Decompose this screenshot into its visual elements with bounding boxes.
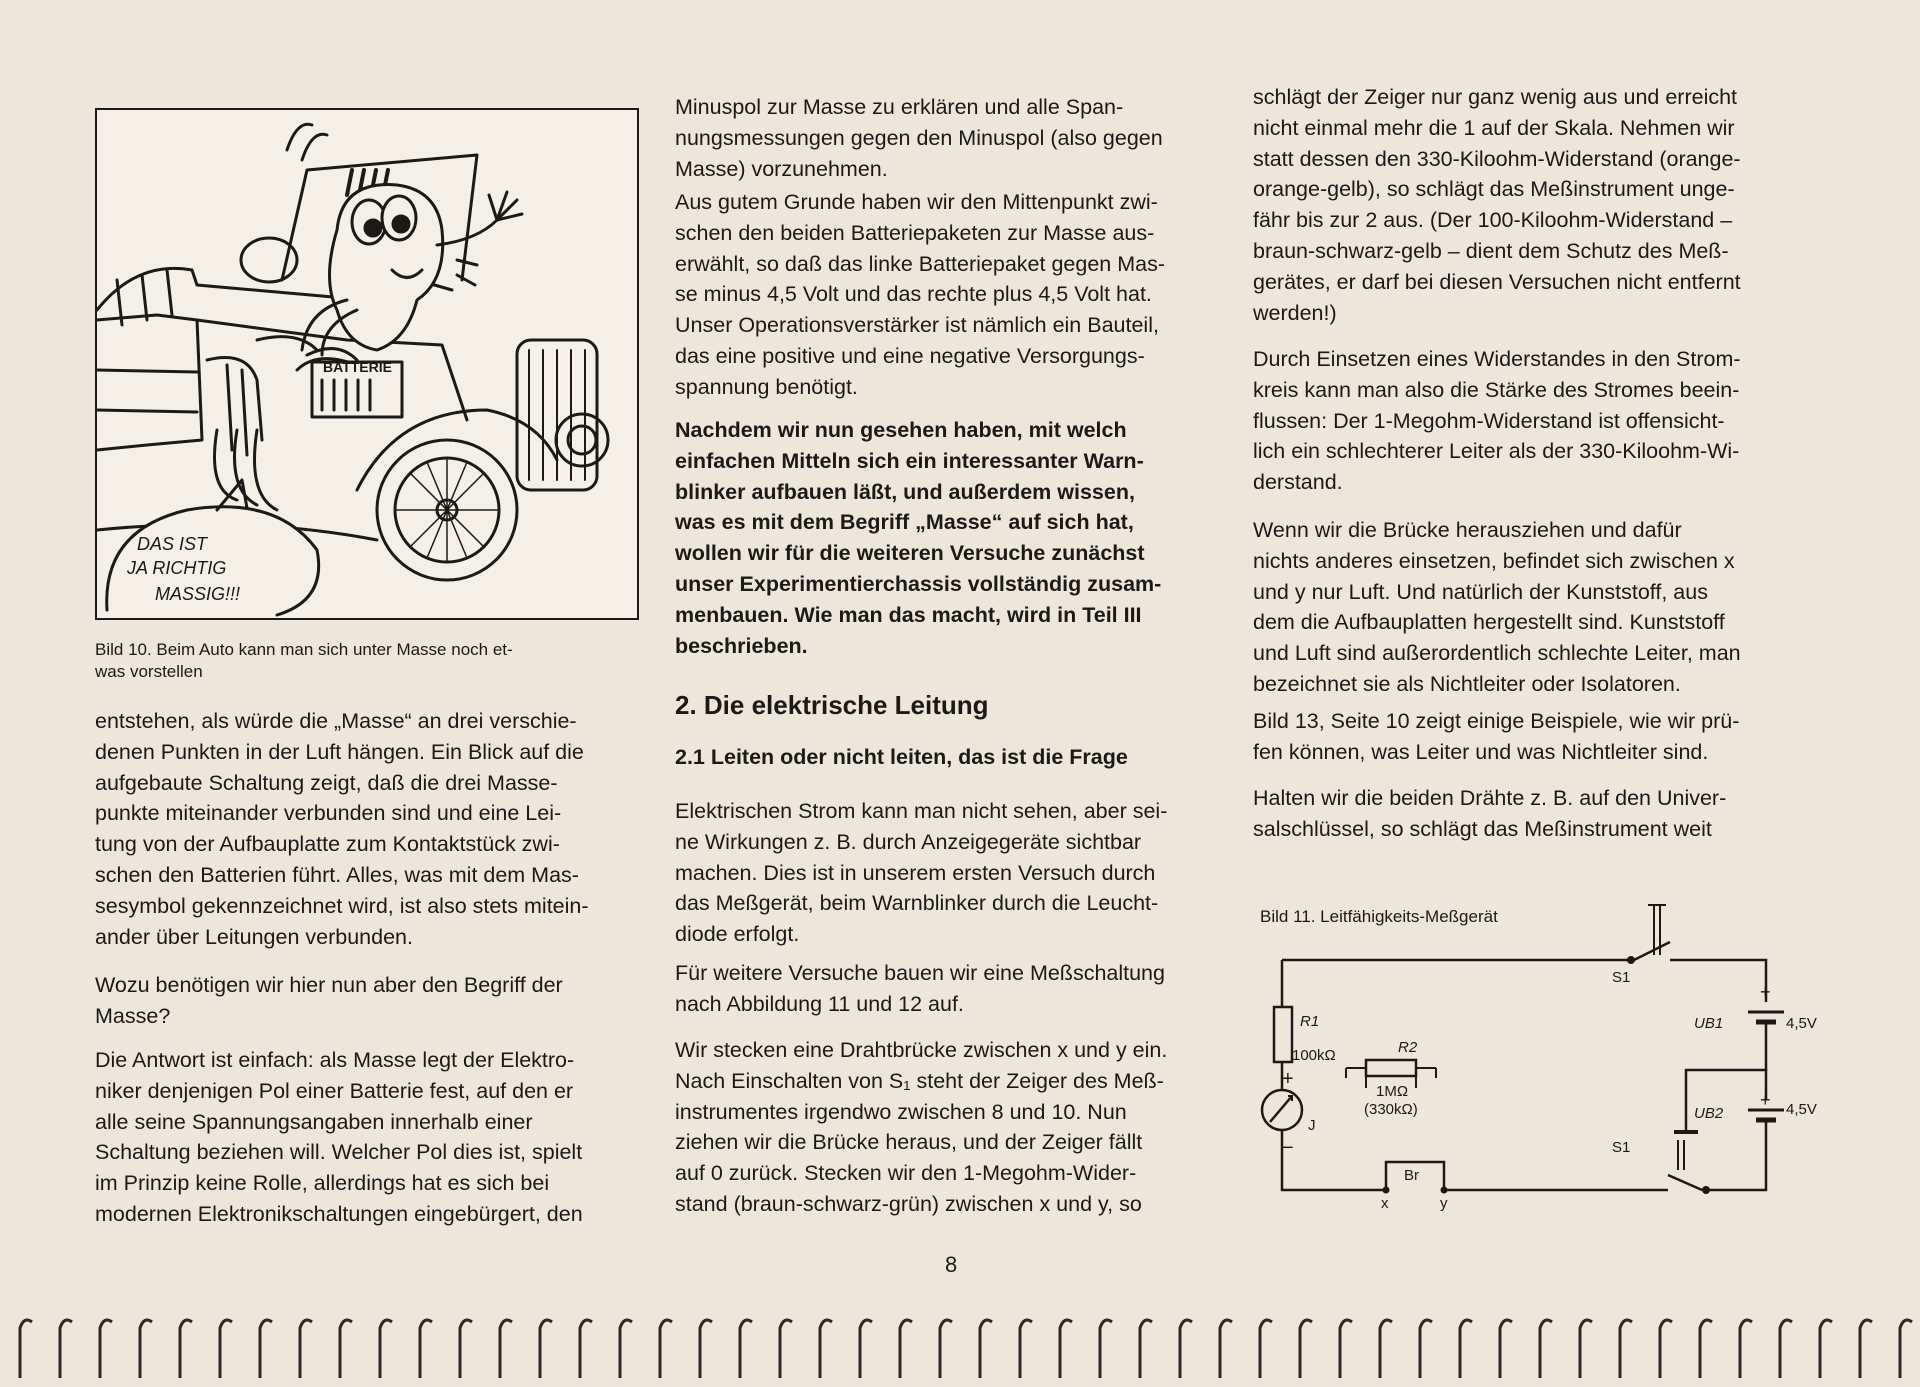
spiral-coil: [540, 1320, 552, 1378]
car-cartoon-illustration: [97, 110, 637, 618]
spiral-coil: [740, 1320, 752, 1378]
page-number: 8: [945, 1252, 958, 1277]
figure-10-caption: [95, 639, 640, 683]
spiral-coil: [220, 1320, 232, 1378]
spiral-coil: [1740, 1320, 1752, 1378]
spiral-coil: [460, 1320, 472, 1378]
r2-value: 1MΩ: [1376, 1083, 1409, 1100]
left-paragraph-3: Die Antwort ist einfach: als Masse legt der Elektro- niker denjenigen Pol einer Batterie fest, auf den er alle seine Spannungsangaben innerhalb einer Schaltung beziehen will. Welcher Pol dies ist, spielt im Prinzip keine Rolle, allerdings hat es sich bei modernen Elektronikschaltungen eingebürgert, den: [95, 1048, 583, 1226]
spiral-coil: [1060, 1320, 1072, 1378]
switch-bottom-label: S1: [1612, 1139, 1631, 1156]
spiral-coil: [820, 1320, 832, 1378]
switch-top-label: S1: [1612, 969, 1631, 986]
spiral-coil: [1780, 1320, 1792, 1378]
spiral-coil: [1660, 1320, 1672, 1378]
right-paragraph-1: schlägt der Zeiger nur ganz wenig aus und erreicht nicht einmal mehr die 1 auf der Skala. Nehmen wir statt dessen den 330-Kiloohm-Widerstand (orange- orange-gelb), so schlägt das Meßinstrument unge- fähr bis zur 2 aus. (Der 100-Kiloohm-Widerstand – braun-schwarz-gelb – dient dem Schutz des Meß- gerätes, er darf bei diesen Versuchen nicht entfernt werden!): [1253, 85, 1741, 325]
spiral-coil: [1180, 1320, 1192, 1378]
spiral-coil: [420, 1320, 432, 1378]
speech-bubble-line-2: JA RICHTIG: [127, 558, 227, 578]
figure-10-cartoon: [95, 108, 639, 620]
spiral-coil: [500, 1320, 512, 1378]
spiral-coil: [1300, 1320, 1312, 1378]
r1-value: 100kΩ: [1292, 1047, 1336, 1064]
caption-line: Bild 10. Beim Auto kann man sich unter Masse noch et-: [95, 640, 513, 659]
right-paragraph-3: Wenn wir die Brücke herausziehen und dafür nichts anderes einsetzen, befindet sich zwischen x und y nur Luft. Und natürlich der Kunststoff, aus dem die Aufbauplatten hergestellt sind. Kunststoff und Luft sind außerordentlich schlechte Leiter, man bezeichnet sie als Nichtleiter oder Isolatoren.: [1253, 518, 1741, 696]
middle-paragraph-6: Wir stecken eine Drahtbrücke zwischen x und y ein. Nach Einschalten von S₁ steht der Zeiger des Meß- instrumentes irgendwo zwischen 8 und 10. Nun ziehen wir die Brücke heraus, und der Zeiger fällt auf 0 zurück. Stecken wir den 1-Megohm-Wider- stand (braun-schwarz-grün) zwischen x und y, so: [675, 1038, 1168, 1216]
spiral-coil: [1100, 1320, 1112, 1378]
terminal-x-label: x: [1381, 1195, 1389, 1212]
spiral-coil: [140, 1320, 152, 1378]
left-paragraph-2: Wozu benötigen wir hier nun aber den Begriff der Masse?: [95, 973, 563, 1028]
ub1-label: UB1: [1694, 1015, 1724, 1032]
meter-label: J: [1308, 1117, 1316, 1134]
spiral-coil: [1340, 1320, 1352, 1378]
r1-label: R1: [1300, 1013, 1320, 1030]
spiral-coil: [260, 1320, 272, 1378]
spiral-coil: [900, 1320, 912, 1378]
spiral-coil: [180, 1320, 192, 1378]
spiral-coil: [380, 1320, 392, 1378]
speech-bubble-line-1: DAS IST: [137, 534, 208, 554]
spiral-coil: [620, 1320, 632, 1378]
spiral-coil: [1580, 1320, 1592, 1378]
spiral-coil: [340, 1320, 352, 1378]
spiral-coil: [780, 1320, 792, 1378]
voltage-ub2: 4,5V: [1786, 1101, 1817, 1118]
terminal-y-label: y: [1440, 1195, 1448, 1212]
middle-paragraph-2: Aus gutem Grunde haben wir den Mittenpunkt zwi- schen den beiden Batteriepaketen zur Masse aus- erwählt, so daß das linke Batteriepaket gegen Mas- se minus 4,5 Volt und das rechte plus 4,5 Volt hat. Unser Operationsverstärker ist nämlich ein Bauteil, das eine positive und eine negative Versorgungs- spannung benötigt.: [675, 190, 1165, 399]
spiral-coil: [300, 1320, 312, 1378]
spiral-coil: [1540, 1320, 1552, 1378]
figure-11-circuit-diagram: [1258, 900, 1818, 1230]
right-paragraph-4: Bild 13, Seite 10 zeigt einige Beispiele, wie wir prü- fen können, was Leiter und was Nichtleiter sind.: [1253, 709, 1740, 764]
spiral-coil: [60, 1320, 72, 1378]
spiral-coil: [1860, 1320, 1872, 1378]
spiral-coil: [700, 1320, 712, 1378]
spiral-coil: [1900, 1320, 1912, 1378]
spiral-coil: [1620, 1320, 1632, 1378]
ub2-label: UB2: [1694, 1105, 1724, 1122]
subsection-heading: 2.1 Leiten oder nicht leiten, das ist die Frage: [675, 745, 1128, 769]
spiral-coil: [100, 1320, 112, 1378]
spiral-coil: [580, 1320, 592, 1378]
spiral-coil: [1220, 1320, 1232, 1378]
meter-minus-sign: −: [1282, 1137, 1294, 1159]
speech-bubble-line-3: MASSIG!!!: [155, 584, 241, 604]
spiral-coil: [1020, 1320, 1032, 1378]
middle-paragraph-5: Für weitere Versuche bauen wir eine Meßschaltung nach Abbildung 11 und 12 auf.: [675, 961, 1165, 1016]
spiral-coil: [980, 1320, 992, 1378]
spiral-coil: [1500, 1320, 1512, 1378]
middle-paragraph-4: Elektrischen Strom kann man nicht sehen, aber sei- ne Wirkungen z. B. durch Anzeigegeräte sichtbar machen. Dies ist in unserem ersten Versuch durch das Meßgerät, beim Warnblinker durch die Leucht- diode erfolgt.: [675, 799, 1168, 947]
middle-paragraph-1: Minuspol zur Masse zu erklären und alle Span- nungsmessungen gegen den Minuspol (also gegen Masse) vorzunehmen.: [675, 95, 1163, 181]
spiral-coil: [660, 1320, 672, 1378]
spiral-binding: [0, 1308, 1920, 1387]
spiral-coil: [1820, 1320, 1832, 1378]
spiral-coil: [940, 1320, 952, 1378]
r2-alternative-value: (330kΩ): [1364, 1101, 1418, 1118]
spiral-coil: [860, 1320, 872, 1378]
ub1-plus-sign: +: [1760, 982, 1771, 1002]
spiral-coil: [1260, 1320, 1272, 1378]
right-paragraph-5: Halten wir die beiden Drähte z. B. auf den Univer- salschlüssel, so schlägt das Meßinstrument weit: [1253, 786, 1727, 841]
middle-paragraph-3-bold: Nachdem wir nun gesehen haben, mit welch einfachen Mitteln sich ein interessanter Warn- blinker aufbauen läßt, und außerdem wissen, was es mit dem Begriff „Masse“ auf sich hat, wollen wir für die weiteren Versuche zunächst unser Experimentierchassis vollständig zusam- menbauen. Wie man das macht, wird in Teil III beschrieben.: [675, 418, 1162, 658]
figure-11-caption: Bild 11. Leitfähigkeits-Meßgerät: [1260, 907, 1498, 926]
voltage-ub1: 4,5V: [1786, 1015, 1817, 1032]
caption-line: was vorstellen: [95, 662, 203, 681]
ub2-plus-sign: +: [1760, 1090, 1771, 1110]
spiral-coil: [1700, 1320, 1712, 1378]
spiral-coil: [1380, 1320, 1392, 1378]
spiral-coil: [20, 1320, 32, 1378]
right-paragraph-2: Durch Einsetzen eines Widerstandes in den Strom- kreis kann man also die Stärke des Stromes beein- flussen: Der 1-Megohm-Widerstand ist offensicht- lich ein schlechterer Leiter als der 330-Kiloohm-Wi- derstand.: [1253, 347, 1741, 495]
bridge-label: Br: [1404, 1167, 1419, 1184]
meter-plus-sign: +: [1282, 1068, 1294, 1090]
r2-label: R2: [1398, 1039, 1418, 1056]
left-paragraph-1: entstehen, als würde die „Masse“ an drei verschie- denen Punkten in der Luft hängen. Ein Blick auf die aufgebaute Schaltung zeigt, daß die drei Masse- punkte miteinander verbunden sind und eine Lei- tung von der Aufbauplatte zum Kontaktstück zwi- schen den Batterien führt. Alles, was mit dem Mas- sesymbol gekennzeichnet wird, ist also stets mitein- ander über Leitungen verbunden.: [95, 709, 589, 949]
spiral-coil: [1140, 1320, 1152, 1378]
battery-label: BATTERIE: [323, 359, 392, 375]
section-heading: 2. Die elektrische Leitung: [675, 690, 989, 720]
spiral-coil: [1420, 1320, 1432, 1378]
spiral-coil: [1460, 1320, 1472, 1378]
